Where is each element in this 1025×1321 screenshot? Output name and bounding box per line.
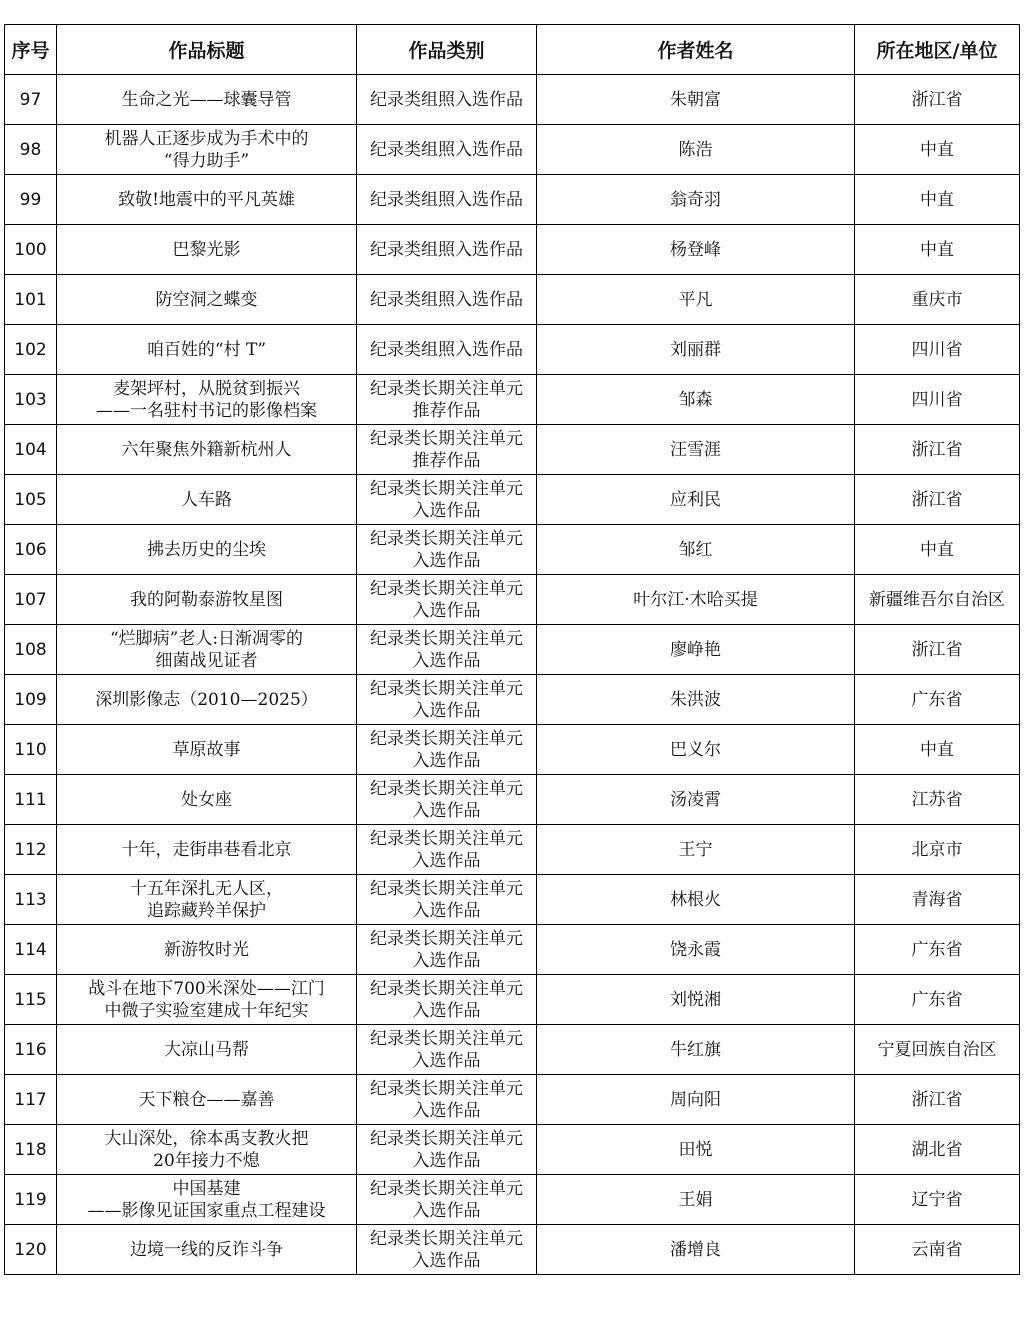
cell-author-name: 饶永霞 xyxy=(537,925,855,975)
work-title-line: 六年聚焦外籍新杭州人 xyxy=(121,439,292,460)
work-title-line: 深圳影像志（2010—2025） xyxy=(95,689,318,710)
cell-work-title xyxy=(57,925,357,975)
table-row xyxy=(5,425,1020,475)
cell-serial-number: 103 xyxy=(5,375,57,425)
table-row xyxy=(5,625,1020,675)
work-category-line: 入选作品 xyxy=(412,1000,481,1021)
work-title-line: 防空洞之蝶变 xyxy=(155,289,258,310)
table-row xyxy=(5,1025,1020,1075)
table-body xyxy=(5,75,1020,1275)
cell-author-name: 翁奇羽 xyxy=(537,175,855,225)
work-category-line: 推荐作品 xyxy=(412,400,481,421)
work-title-line: 草原故事 xyxy=(172,739,241,760)
table-row xyxy=(5,775,1020,825)
cell-serial-number: 97 xyxy=(5,75,57,125)
work-title-line: 处女座 xyxy=(181,789,232,810)
work-category-line: 入选作品 xyxy=(412,800,481,821)
table-row xyxy=(5,875,1020,925)
cell-work-title xyxy=(57,75,357,125)
work-category-line: 纪录类长期关注单元 xyxy=(370,528,523,549)
work-title-line: 边境一线的反诈斗争 xyxy=(130,1239,283,1260)
work-category-line: 纪录类长期关注单元 xyxy=(370,1028,523,1049)
table-row xyxy=(5,575,1020,625)
work-category-line: 纪录类组照入选作品 xyxy=(370,139,523,160)
work-category-line: 纪录类长期关注单元 xyxy=(370,578,523,599)
cell-work-category xyxy=(357,725,537,775)
work-category-line: 纪录类长期关注单元 xyxy=(370,628,523,649)
table-row xyxy=(5,275,1020,325)
cell-region-unit: 广东省 xyxy=(855,975,1020,1025)
cell-serial-number: 114 xyxy=(5,925,57,975)
cell-work-category xyxy=(357,1175,537,1225)
cell-work-category xyxy=(357,75,537,125)
table-row xyxy=(5,125,1020,175)
cell-work-category xyxy=(357,775,537,825)
cell-author-name: 周向阳 xyxy=(537,1075,855,1125)
cell-work-category xyxy=(357,125,537,175)
work-title-line: 致敬!地震中的平凡英雄 xyxy=(118,189,295,210)
work-title-line: 追踪藏羚羊保护 xyxy=(147,900,266,921)
cell-work-category xyxy=(357,575,537,625)
table-row xyxy=(5,175,1020,225)
cell-serial-number: 116 xyxy=(5,1025,57,1075)
cell-work-title xyxy=(57,275,357,325)
cell-region-unit: 重庆市 xyxy=(855,275,1020,325)
work-title-line: 20年接力不熄 xyxy=(153,1150,260,1171)
cell-serial-number: 110 xyxy=(5,725,57,775)
table-row xyxy=(5,375,1020,425)
cell-region-unit: 浙江省 xyxy=(855,425,1020,475)
work-title-line: 大凉山马帮 xyxy=(164,1039,249,1060)
work-title-line: 细菌战见证者 xyxy=(155,650,258,671)
cell-region-unit: 中直 xyxy=(855,725,1020,775)
cell-region-unit: 辽宁省 xyxy=(855,1175,1020,1225)
cell-region-unit: 宁夏回族自治区 xyxy=(855,1025,1020,1075)
work-title-line: 战斗在地下700米深处——江门 xyxy=(88,978,325,999)
cell-serial-number: 112 xyxy=(5,825,57,875)
work-category-line: 纪录类组照入选作品 xyxy=(370,89,523,110)
work-title-line: 十五年深扎无人区， xyxy=(130,878,283,899)
cell-author-name: 王宁 xyxy=(537,825,855,875)
table-row xyxy=(5,1175,1020,1225)
cell-region-unit: 四川省 xyxy=(855,325,1020,375)
work-category-line: 纪录类组照入选作品 xyxy=(370,239,523,260)
cell-region-unit: 浙江省 xyxy=(855,475,1020,525)
cell-work-category xyxy=(357,375,537,425)
cell-region-unit: 北京市 xyxy=(855,825,1020,875)
work-category-line: 纪录类长期关注单元 xyxy=(370,778,523,799)
work-title-line: 中微子实验室建成十年纪实 xyxy=(104,1000,309,1021)
work-category-line: 纪录类长期关注单元 xyxy=(370,1128,523,1149)
cell-serial-number: 118 xyxy=(5,1125,57,1175)
cell-serial-number: 115 xyxy=(5,975,57,1025)
work-title-line: 十年，走街串巷看北京 xyxy=(121,839,292,860)
table-header-row xyxy=(5,25,1020,75)
work-title-line: 我的阿勒泰游牧星图 xyxy=(130,589,283,610)
cell-work-category xyxy=(357,975,537,1025)
work-category-line: 入选作品 xyxy=(412,950,481,971)
cell-work-category xyxy=(357,875,537,925)
cell-work-title xyxy=(57,1025,357,1075)
work-category-line: 纪录类组照入选作品 xyxy=(370,339,523,360)
cell-author-name: 林根火 xyxy=(537,875,855,925)
cell-work-title xyxy=(57,1125,357,1175)
cell-work-title xyxy=(57,475,357,525)
cell-work-category xyxy=(357,625,537,675)
work-category-line: 入选作品 xyxy=(412,650,481,671)
cell-work-title xyxy=(57,825,357,875)
work-category-line: 纪录类长期关注单元 xyxy=(370,428,523,449)
cell-work-title xyxy=(57,225,357,275)
work-category-line: 纪录类组照入选作品 xyxy=(370,289,523,310)
header-region-unit: 所在地区/单位 xyxy=(855,25,1020,75)
cell-author-name: 朱洪波 xyxy=(537,675,855,725)
work-category-line: 入选作品 xyxy=(412,1200,481,1221)
cell-region-unit: 江苏省 xyxy=(855,775,1020,825)
cell-region-unit: 中直 xyxy=(855,225,1020,275)
work-category-line: 纪录类长期关注单元 xyxy=(370,678,523,699)
work-category-line: 纪录类长期关注单元 xyxy=(370,1228,523,1249)
cell-work-category xyxy=(357,175,537,225)
cell-author-name: 应利民 xyxy=(537,475,855,525)
cell-work-category xyxy=(357,675,537,725)
cell-author-name: 田悦 xyxy=(537,1125,855,1175)
cell-serial-number: 106 xyxy=(5,525,57,575)
cell-author-name: 叶尔江·木哈买提 xyxy=(537,575,855,625)
cell-serial-number: 98 xyxy=(5,125,57,175)
work-category-line: 入选作品 xyxy=(412,500,481,521)
work-category-line: 纪录类长期关注单元 xyxy=(370,878,523,899)
work-title-line: 拂去历史的尘埃 xyxy=(147,539,266,560)
table-row xyxy=(5,975,1020,1025)
work-category-line: 入选作品 xyxy=(412,1100,481,1121)
work-category-line: 入选作品 xyxy=(412,1250,481,1271)
work-category-line: 纪录类长期关注单元 xyxy=(370,478,523,499)
work-title-line: “烂脚病”老人:日渐凋零的 xyxy=(109,628,304,649)
work-title-line: 巴黎光影 xyxy=(172,239,241,260)
cell-serial-number: 101 xyxy=(5,275,57,325)
table-row xyxy=(5,475,1020,525)
cell-author-name: 汪雪涯 xyxy=(537,425,855,475)
table-row xyxy=(5,225,1020,275)
cell-region-unit: 青海省 xyxy=(855,875,1020,925)
work-category-line: 纪录类长期关注单元 xyxy=(370,1078,523,1099)
cell-work-title xyxy=(57,575,357,625)
cell-region-unit: 云南省 xyxy=(855,1225,1020,1275)
cell-work-title xyxy=(57,1175,357,1225)
cell-region-unit: 湖北省 xyxy=(855,1125,1020,1175)
cell-serial-number: 100 xyxy=(5,225,57,275)
cell-author-name: 汤凌霄 xyxy=(537,775,855,825)
cell-author-name: 刘悦湘 xyxy=(537,975,855,1025)
work-category-line: 入选作品 xyxy=(412,850,481,871)
work-title-line: ——影像见证国家重点工程建设 xyxy=(87,1200,326,1221)
cell-region-unit: 广东省 xyxy=(855,675,1020,725)
cell-region-unit: 中直 xyxy=(855,175,1020,225)
cell-author-name: 刘丽群 xyxy=(537,325,855,375)
header-work-category: 作品类别 xyxy=(357,25,537,75)
cell-work-title xyxy=(57,675,357,725)
cell-serial-number: 120 xyxy=(5,1225,57,1275)
cell-author-name: 杨登峰 xyxy=(537,225,855,275)
work-title-line: “得力助手” xyxy=(163,150,250,171)
table-row xyxy=(5,925,1020,975)
cell-work-title xyxy=(57,1075,357,1125)
cell-serial-number: 119 xyxy=(5,1175,57,1225)
table-row xyxy=(5,75,1020,125)
cell-author-name: 王娟 xyxy=(537,1175,855,1225)
cell-region-unit: 广东省 xyxy=(855,925,1020,975)
cell-serial-number: 108 xyxy=(5,625,57,675)
cell-work-category xyxy=(357,925,537,975)
table-row xyxy=(5,725,1020,775)
work-category-line: 纪录类长期关注单元 xyxy=(370,828,523,849)
cell-region-unit: 中直 xyxy=(855,525,1020,575)
cell-serial-number: 117 xyxy=(5,1075,57,1125)
cell-work-title xyxy=(57,375,357,425)
table-row xyxy=(5,675,1020,725)
header-work-title: 作品标题 xyxy=(57,25,357,75)
cell-work-category xyxy=(357,325,537,375)
cell-work-category xyxy=(357,825,537,875)
cell-work-category xyxy=(357,1125,537,1175)
cell-work-title xyxy=(57,975,357,1025)
work-title-line: 机器人正逐步成为手术中的 xyxy=(104,128,309,149)
cell-work-title xyxy=(57,175,357,225)
work-category-line: 纪录类长期关注单元 xyxy=(370,378,523,399)
work-category-line: 纪录类长期关注单元 xyxy=(370,928,523,949)
table-row xyxy=(5,1125,1020,1175)
cell-work-title xyxy=(57,125,357,175)
table-row xyxy=(5,1075,1020,1125)
cell-work-category xyxy=(357,275,537,325)
award-list-table xyxy=(4,24,1020,1275)
cell-work-title xyxy=(57,625,357,675)
cell-region-unit: 浙江省 xyxy=(855,625,1020,675)
cell-author-name: 邹红 xyxy=(537,525,855,575)
cell-work-title xyxy=(57,725,357,775)
cell-region-unit: 浙江省 xyxy=(855,1075,1020,1125)
work-title-line: 大山深处，徐本禹支教火把 xyxy=(104,1128,309,1149)
work-category-line: 纪录类组照入选作品 xyxy=(370,189,523,210)
work-category-line: 纪录类长期关注单元 xyxy=(370,728,523,749)
cell-author-name: 牛红旗 xyxy=(537,1025,855,1075)
cell-serial-number: 104 xyxy=(5,425,57,475)
work-title-line: 咱百姓的“村 T” xyxy=(146,339,267,360)
cell-work-category xyxy=(357,425,537,475)
cell-serial-number: 99 xyxy=(5,175,57,225)
cell-serial-number: 113 xyxy=(5,875,57,925)
cell-work-category xyxy=(357,1025,537,1075)
cell-work-title xyxy=(57,525,357,575)
work-title-line: 新游牧时光 xyxy=(164,939,249,960)
cell-work-category xyxy=(357,525,537,575)
work-category-line: 纪录类长期关注单元 xyxy=(370,1178,523,1199)
cell-work-title xyxy=(57,325,357,375)
cell-work-title xyxy=(57,875,357,925)
work-title-line: 中国基建 xyxy=(172,1178,241,1199)
cell-region-unit: 新疆维吾尔自治区 xyxy=(855,575,1020,625)
cell-work-category xyxy=(357,1075,537,1125)
work-category-line: 入选作品 xyxy=(412,750,481,771)
table-row xyxy=(5,1225,1020,1275)
work-title-line: ——一名驻村书记的影像档案 xyxy=(96,400,317,421)
cell-work-category xyxy=(357,475,537,525)
table-row xyxy=(5,525,1020,575)
cell-work-category xyxy=(357,1225,537,1275)
cell-work-category xyxy=(357,225,537,275)
work-title-line: 人车路 xyxy=(181,489,232,510)
cell-region-unit: 浙江省 xyxy=(855,75,1020,125)
cell-author-name: 廖峥艳 xyxy=(537,625,855,675)
cell-serial-number: 102 xyxy=(5,325,57,375)
table-row xyxy=(5,825,1020,875)
cell-author-name: 邹森 xyxy=(537,375,855,425)
header-serial-number: 序号 xyxy=(5,25,57,75)
cell-serial-number: 105 xyxy=(5,475,57,525)
work-category-line: 入选作品 xyxy=(412,1050,481,1071)
work-category-line: 入选作品 xyxy=(412,600,481,621)
work-title-line: 天下粮仓——嘉善 xyxy=(138,1089,275,1110)
work-category-line: 推荐作品 xyxy=(412,450,481,471)
cell-region-unit: 中直 xyxy=(855,125,1020,175)
cell-serial-number: 107 xyxy=(5,575,57,625)
work-title-line: 生命之光——球囊导管 xyxy=(121,89,292,110)
cell-work-title xyxy=(57,775,357,825)
cell-author-name: 潘增良 xyxy=(537,1225,855,1275)
work-category-line: 纪录类长期关注单元 xyxy=(370,978,523,999)
cell-work-title xyxy=(57,425,357,475)
cell-region-unit: 四川省 xyxy=(855,375,1020,425)
work-category-line: 入选作品 xyxy=(412,1150,481,1171)
cell-author-name: 陈浩 xyxy=(537,125,855,175)
cell-work-title xyxy=(57,1225,357,1275)
cell-author-name: 平凡 xyxy=(537,275,855,325)
cell-serial-number: 109 xyxy=(5,675,57,725)
work-category-line: 入选作品 xyxy=(412,700,481,721)
cell-serial-number: 111 xyxy=(5,775,57,825)
cell-author-name: 巴义尔 xyxy=(537,725,855,775)
work-category-line: 入选作品 xyxy=(412,900,481,921)
header-author-name: 作者姓名 xyxy=(537,25,855,75)
work-category-line: 入选作品 xyxy=(412,550,481,571)
table-row xyxy=(5,325,1020,375)
work-title-line: 麦架坪村，从脱贫到振兴 xyxy=(113,378,300,399)
cell-author-name: 朱朝富 xyxy=(537,75,855,125)
